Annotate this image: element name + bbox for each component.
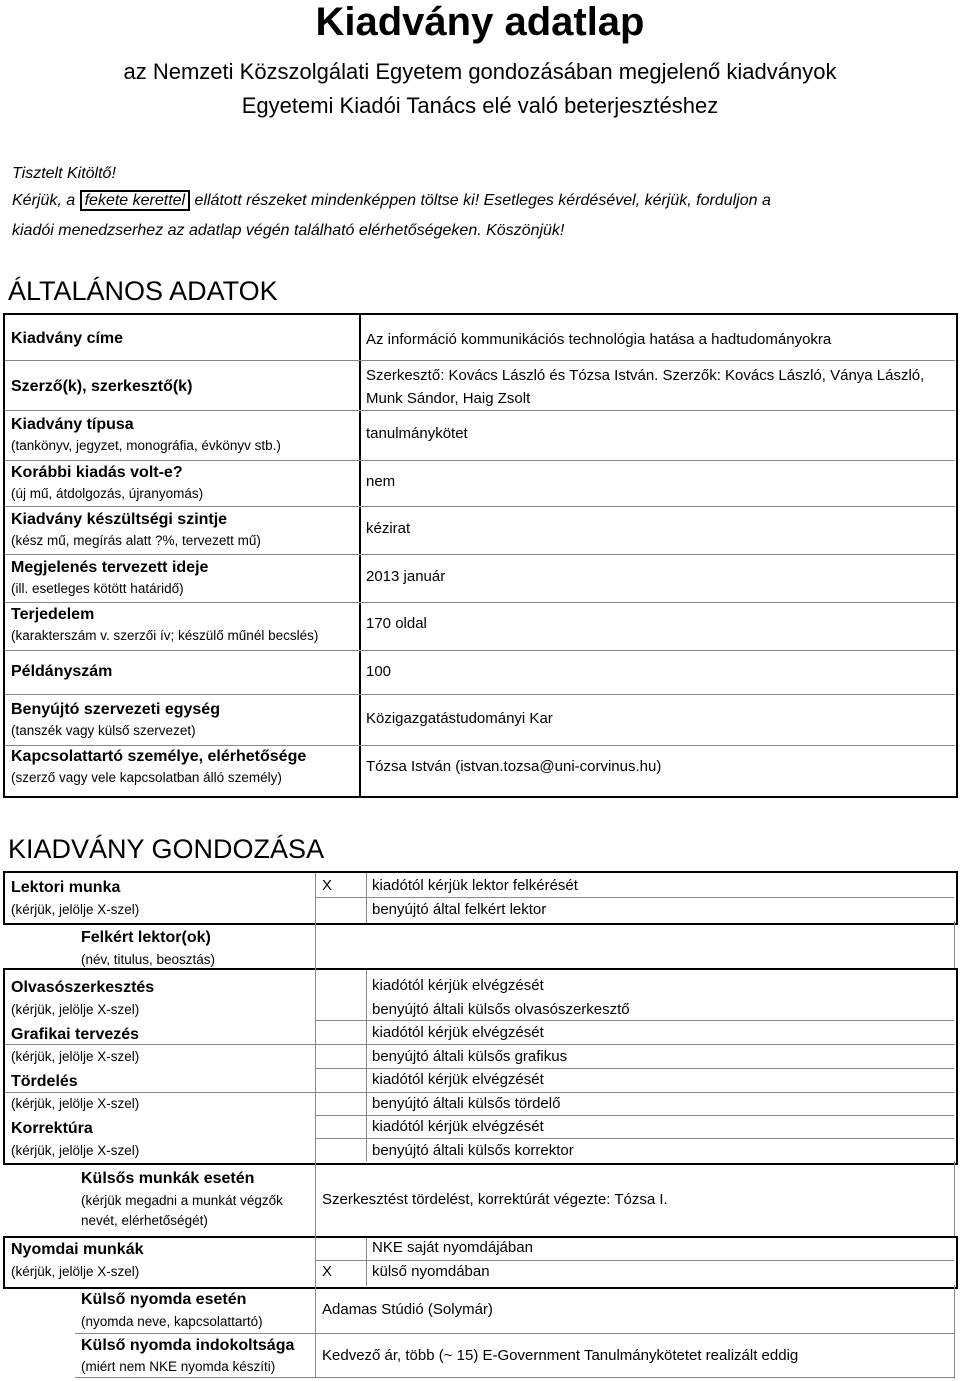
care-label-proofreading: Korrektúra xyxy=(11,1120,93,1137)
copyediting-option-2: benyújtó általi külsős olvasószerkesztő xyxy=(372,1001,630,1018)
field-hint-contact: (szerző vagy vele kapcsolatban álló személy) xyxy=(11,770,282,785)
care-right-border xyxy=(954,1161,955,1236)
page-title: Kiadvány adatlap xyxy=(315,0,645,44)
printing-option-1: NKE saját nyomdájában xyxy=(372,1239,533,1256)
field-label-authors: Szerző(k), szerkesztő(k) xyxy=(11,378,193,395)
care-hint-external-printer: (nyomda neve, kapcsolattartó) xyxy=(81,1314,263,1329)
care-hint-graphic-design: (kérjük, jelölje X-szel) xyxy=(11,1049,140,1064)
field-value-title[interactable]: Az információ kommunikációs technológia hatása a hadtudományokra xyxy=(366,331,832,348)
care-hint-printing: (kérjük, jelölje X-szel) xyxy=(11,1264,140,1279)
mark-column-divider xyxy=(366,970,367,1161)
care-hint-external-work-2: nevét, elérhetőségét) xyxy=(81,1213,208,1228)
typesetting-option-2: benyújtó általi külsős tördelő xyxy=(372,1095,561,1112)
intro-greeting: Tisztelt Kitöltő! xyxy=(12,165,116,182)
row-divider xyxy=(5,602,955,603)
field-value-authors[interactable]: Szerkesztő: Kovács László és Tózsa István. Szerzők: Kovács László, Ványa László, Munk Sándor, Haig Zsolt xyxy=(366,367,925,407)
care-divider xyxy=(315,873,316,1377)
copyediting-option-1: kiadótól kérjük elvégzését xyxy=(372,977,544,994)
external-printer-value[interactable]: Adamas Stúdió (Solymár) xyxy=(322,1301,493,1318)
care-hint-printer-justification: (miért nem NKE nyomda készíti) xyxy=(81,1359,276,1374)
care-label-external-work: Külsős munkák esetén xyxy=(81,1170,255,1187)
care-label-external-printer: Külső nyomda esetén xyxy=(81,1291,247,1308)
intro-line-3: kiadói menedzserhez az adatlap végén található elérhetőségeken. Köszönjük! xyxy=(12,222,565,239)
lektor-option-2: benyújtó által felkért lektor xyxy=(372,901,547,918)
field-value-unit[interactable]: Közigazgatástudományi Kar xyxy=(366,710,553,727)
mark-column-divider xyxy=(366,1238,367,1286)
field-label-publication-date: Megjelenés tervezett ideje xyxy=(11,559,209,576)
care-hint-requested-lektor: (név, titulus, beosztás) xyxy=(81,952,216,967)
row-divider xyxy=(5,650,955,651)
printing-mark-2[interactable]: X xyxy=(322,1263,333,1280)
subtitle-line-1: az Nemzeti Közszolgálati Egyetem gondozásában megjelenő kiadványok xyxy=(123,59,837,84)
field-value-length[interactable]: 170 oldal xyxy=(366,615,427,632)
field-hint-previous-edition: (új mű, átdolgozás, újranyomás) xyxy=(11,486,204,501)
external-work-value[interactable]: Szerkesztést tördelést, korrektúrát végezte: Tózsa I. xyxy=(322,1191,668,1208)
general-section-heading: ÁLTALÁNOS ADATOK xyxy=(8,276,278,306)
row-divider xyxy=(5,694,955,695)
care-label-printer-justification: Külső nyomda indokoltsága xyxy=(81,1337,295,1354)
field-value-contact[interactable]: Tózsa István (istvan.tozsa@uni-corvinus.hu) xyxy=(366,758,662,775)
field-hint-unit: (tanszék vagy külső szervezet) xyxy=(11,723,196,738)
field-label-contact: Kapcsolattartó személye, elérhetősége xyxy=(11,748,307,765)
mark-column-divider xyxy=(366,873,367,923)
row-divider xyxy=(5,410,955,411)
field-label-length: Terjedelem xyxy=(11,606,95,623)
field-label-previous-edition: Korábbi kiadás volt-e? xyxy=(11,464,183,481)
care-label-copyediting: Olvasószerkesztés xyxy=(11,979,155,996)
field-label-readiness: Kiadvány készültségi szintje xyxy=(11,511,228,528)
field-hint-type: (tankönyv, jegyzet, monográfia, évkönyv stb.) xyxy=(11,438,281,453)
care-right-border xyxy=(954,1285,955,1379)
graphic-design-option-2: benyújtó általi külsős grafikus xyxy=(372,1048,568,1065)
care-hint-proofreading: (kérjük, jelölje X-szel) xyxy=(11,1143,140,1158)
field-label-type: Kiadvány típusa xyxy=(11,416,134,433)
field-label-title: Kiadvány címe xyxy=(11,330,124,347)
field-hint-length: (karakterszám v. szerzői ív; készülő műnél becslés) xyxy=(11,628,319,643)
intro-line-2-start: Kérjük, a xyxy=(12,192,76,209)
care-right-border xyxy=(954,921,955,968)
field-value-type[interactable]: tanulmánykötet xyxy=(366,425,468,442)
care-label-lektor: Lektori munka xyxy=(11,879,121,896)
care-hint-copyediting: (kérjük, jelölje X-szel) xyxy=(11,1002,140,1017)
field-value-previous-edition[interactable]: nem xyxy=(366,473,396,490)
field-value-publication-date[interactable]: 2013 január xyxy=(366,568,446,585)
care-label-graphic-design: Grafikai tervezés xyxy=(11,1026,140,1043)
row-divider xyxy=(5,554,955,555)
lektor-mark-1[interactable]: X xyxy=(322,877,333,894)
graphic-design-option-1: kiadótól kérjük elvégzését xyxy=(372,1024,544,1041)
subtitle-line-2: Egyetemi Kiadói Tanács elé való beterjesztéshez xyxy=(241,93,719,118)
framed-example: fekete kerettel xyxy=(80,190,191,211)
row-divider xyxy=(75,1333,955,1334)
field-hint-publication-date: (ill. esetleges kötött határidő) xyxy=(11,581,184,596)
printer-justification-value[interactable]: Kedvező ár, több (~ 15) E-Government Tanulmánykötetet realizált eddig xyxy=(322,1347,799,1364)
field-value-readiness[interactable]: kézirat xyxy=(366,520,411,537)
row-divider xyxy=(5,460,955,461)
row-divider xyxy=(5,360,955,361)
field-value-copies[interactable]: 100 xyxy=(366,663,392,680)
care-section-heading: KIADVÁNY GONDOZÁSA xyxy=(8,834,325,864)
row-divider xyxy=(5,506,955,507)
general-divider xyxy=(359,313,361,798)
field-hint-readiness: (kész mű, megírás alatt ?%, tervezett mű) xyxy=(11,533,261,548)
proofreading-option-2: benyújtó általi külsős korrektor xyxy=(372,1142,574,1159)
care-hint-external-work-1: (kérjük megadni a munkát végzők xyxy=(81,1193,283,1208)
care-label-typesetting: Tördelés xyxy=(11,1073,78,1090)
intro-line-2-end: ellátott részeket mindenképpen töltse ki! Esetleges kérdésével, kérjük, forduljon a xyxy=(194,192,771,209)
lektor-option-1: kiadótól kérjük lektor felkérését xyxy=(372,877,578,894)
care-hint-lektor: (kérjük, jelölje X-szel) xyxy=(11,902,140,917)
care-label-printing: Nyomdai munkák xyxy=(11,1241,144,1258)
care-label-requested-lektor: Felkért lektor(ok) xyxy=(81,929,211,946)
intro-line-2 xyxy=(12,189,771,213)
printing-option-2: külső nyomdában xyxy=(372,1263,490,1280)
proofreading-option-1: kiadótól kérjük elvégzését xyxy=(372,1118,544,1135)
care-hint-typesetting: (kérjük, jelölje X-szel) xyxy=(11,1096,140,1111)
typesetting-option-1: kiadótól kérjük elvégzését xyxy=(372,1071,544,1088)
field-label-copies: Példányszám xyxy=(11,663,113,680)
field-label-unit: Benyújtó szervezeti egység xyxy=(11,701,220,718)
row-divider xyxy=(75,1377,955,1378)
